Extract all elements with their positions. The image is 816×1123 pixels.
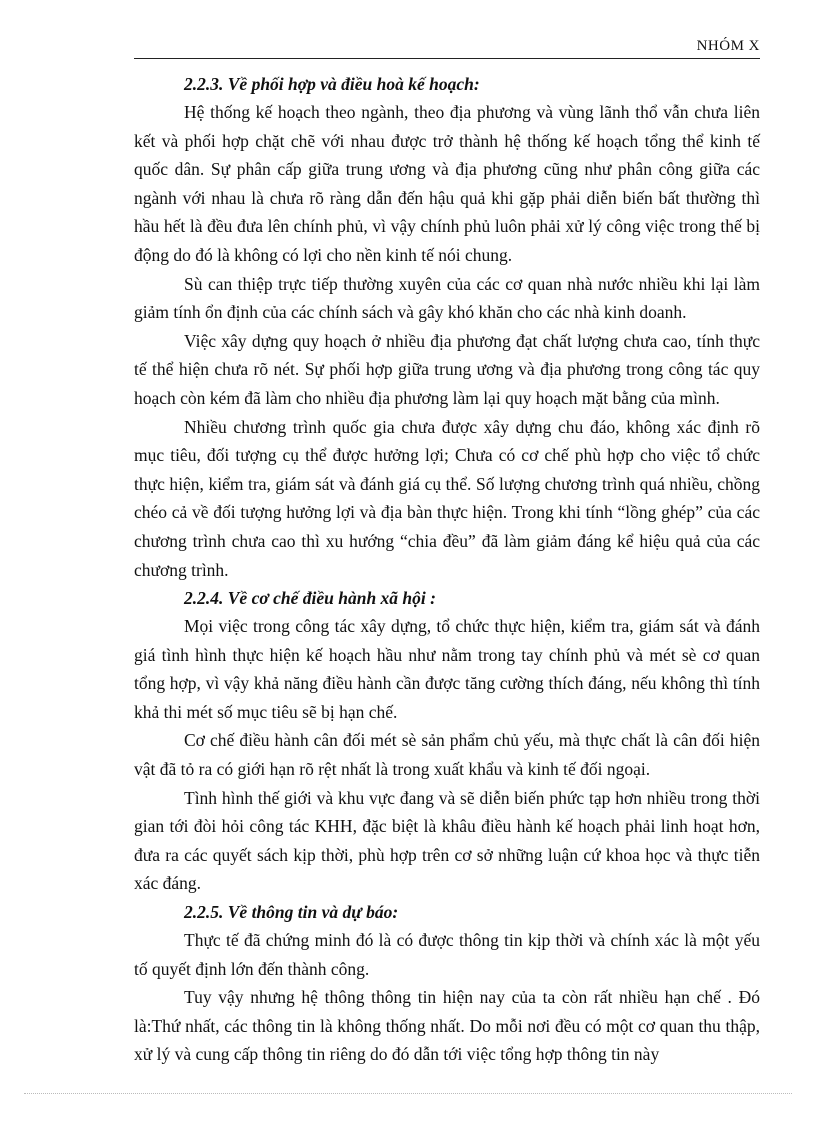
document-body: [134, 70, 760, 1069]
section-heading: 2.2.3. Về phối hợp và điều hoà kế hoạch:: [184, 74, 480, 94]
paragraph: Tình hình thế giới và khu vực đang và sẽ diễn biến phức tạp hơn nhiều trong thời gian tới đòi hỏi công tác KHH, đặc biệt là khâu điều hành kế hoạch phải linh hoạt hơn, đưa ra các quyết sách kịp thời, phù hợp trên cơ sở những luận cứ khoa học và thực tiễn xác đáng.: [134, 787, 760, 894]
section-information: [134, 898, 760, 1069]
section-heading: 2.2.4. Về cơ chế điều hành xã hội :: [184, 588, 436, 609]
paragraph: Cơ chế điều hành cân đối mét sè sản phẩm chủ yếu, mà thực chất là cân đối hiện vật đã tỏ ra có giới hạn rõ rệt nhất là trong xuất khẩu và kinh tế đối ngoại.: [134, 730, 760, 780]
paragraph: Việc xây dựng quy hoạch ở nhiều địa phương đạt chất lượng chưa cao, tính thực tế thể hiện chưa rõ nét. Sự phối hợp giữa trung ương và địa phương trong công tác quy hoạch còn kém đã làm cho nhiều địa phương làm lại quy hoạch mặt bằng của mình.: [134, 330, 760, 408]
header-divider: [134, 58, 760, 59]
paragraph: Sù can thiệp trực tiếp thường xuyên của các cơ quan nhà nước nhiều khi lại làm giảm tính ổn định của các chính sách và gây khó khăn cho các nhà kinh doanh.: [134, 273, 760, 323]
paragraph: Nhiều chương trình quốc gia chưa được xây dựng chu đáo, không xác định rõ mục tiêu, đối tượng cụ thể được hưởng lợi; Chưa có cơ chế phù hợp cho việc tổ chức thực hiện, kiểm tra, giám sát và đánh giá cụ thể. Số lượng chương trình quá nhiều, chồng chéo cả về đối tượng hưởng lợi và địa bàn thực hiện. Trong khi tính “lồng ghép” của các chương trình chưa cao thì xu hướng “chia đều” đã làm giảm đáng kể hiệu quả của các chương trình.: [134, 416, 760, 580]
header-group-label: NHÓM X: [696, 38, 760, 54]
section-heading: 2.2.5. Về thông tin và dự báo:: [184, 902, 399, 923]
section-coordination: [134, 70, 760, 584]
paragraph: Mọi việc trong công tác xây dựng, tổ chức thực hiện, kiểm tra, giám sát và đánh giá tình hình thực hiện kế hoạch hầu như nằm trong tay chính phủ và mét sè cơ quan tổng hợp, vì vậy khả năng điều hành cần được tăng cường thích đáng, nếu không thì tính khả thi mét số mục tiêu sẽ bị hạn chế.: [134, 616, 760, 722]
paragraph: Thực tế đã chứng minh đó là có được thông tin kịp thời và chính xác là một yếu tố quyết định lớn đến thành công.: [134, 930, 760, 979]
page-bottom-divider: [24, 1093, 792, 1094]
paragraph: Tuy vậy nhưng hệ thông thông tin hiện nay của ta còn rất nhiều hạn chế . Đó là:Thứ nhất, các thông tin là không thống nhất. Do mỗi nơi đều có một cơ quan thu thập, xử lý và cung cấp thông tin riêng do đó dẫn tới việc tổng hợp thông tin này: [134, 987, 760, 1065]
section-governance: [134, 584, 760, 898]
paragraph: Hệ thống kế hoạch theo ngành, theo địa phương và vùng lãnh thổ vẫn chưa liên kết và phối hợp chặt chẽ với nhau được trở thành hệ thống kế hoạch tổng thể kinh tế quốc dân. Sự phân cấp giữa trung ương và địa phương cũng như phân công giữa các ngành với nhau là chưa rõ ràng dẫn đến hậu quả khi gặp phải diễn biến bất thường thì hầu hết là đều đưa lên chính phủ, vì vậy chính phủ luôn phải xử lý công việc trong thế bị động do đó là không có lợi cho nền kinh tế nói chung.: [134, 102, 760, 265]
